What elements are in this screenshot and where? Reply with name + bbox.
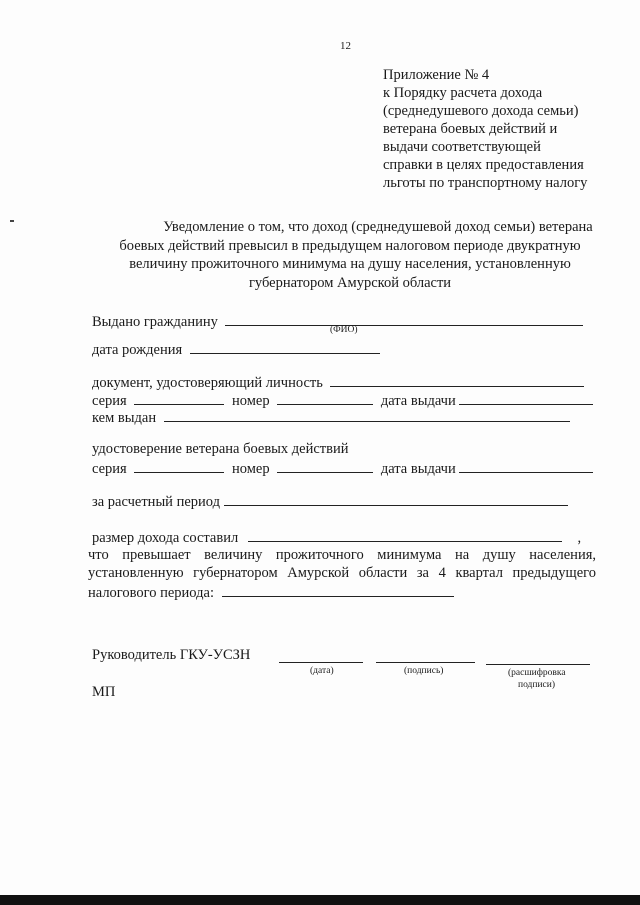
series-label: серия — [92, 461, 127, 477]
head-title: Руководитель ГКУ-УСЗН — [92, 647, 251, 663]
decode-caption: (расшифровка — [508, 668, 566, 678]
issued-to-label: Выдано гражданину — [92, 314, 218, 330]
id-document-field[interactable] — [330, 372, 584, 387]
annex-line: льготы по транспортному налогу — [383, 175, 588, 191]
veteran-series-row — [92, 458, 593, 478]
period-row — [92, 491, 568, 511]
id-issue-date-field[interactable] — [459, 390, 593, 405]
issue-date-label: дата выдачи — [380, 461, 456, 477]
title-line: губернатором Амурской области — [248, 274, 452, 291]
exceeds-line: установленную губернатором Амурской области за 4 квартал предыдущего — [88, 565, 596, 581]
annex-line: Приложение № 4 — [383, 67, 490, 83]
income-comma: , — [577, 530, 582, 546]
decode-caption-2: подписи) — [518, 680, 556, 690]
series-label: серия — [92, 393, 127, 409]
birth-date-row — [92, 339, 380, 359]
fio-caption: (ФИО) — [330, 325, 358, 335]
scan-mark — [10, 220, 14, 222]
annex-line: (среднедушевого дохода семьи) — [383, 103, 579, 119]
annex-line: ветерана боевых действий и — [383, 121, 558, 137]
annex-line: к Порядку расчета дохода — [383, 85, 543, 101]
title-line: боевых действий превысил в предыдущем налоговом периоде двукратную — [119, 237, 581, 254]
birth-date-label: дата рождения — [92, 342, 183, 358]
number-label: номер — [231, 461, 270, 477]
signature-decode-field[interactable] — [486, 664, 590, 665]
period-label: за расчетный период — [92, 494, 220, 510]
exceeds-line: что превышает величину прожиточного минимума на душу населения, — [88, 547, 596, 563]
document-title — [60, 218, 640, 292]
title-line: величину прожиточного минимума на душу населения, установленную — [129, 256, 571, 272]
signature-sign-field[interactable] — [376, 662, 475, 663]
issued-by-label: кем выдан — [92, 410, 157, 426]
issued-by-field[interactable] — [164, 407, 570, 422]
sign-caption: (подпись) — [404, 666, 444, 676]
date-caption: (дата) — [310, 666, 334, 676]
minimum-value-field[interactable] — [222, 582, 454, 597]
annex-block — [383, 66, 587, 192]
veteran-number-field[interactable] — [277, 458, 373, 473]
annex-line: выдачи соответствующей — [383, 139, 541, 155]
veteran-certificate-label: удостоверение ветерана боевых действий — [92, 441, 349, 457]
issued-by-row — [92, 407, 570, 427]
birth-date-field[interactable] — [190, 339, 380, 354]
annex-line: справки в целях предоставления — [383, 157, 584, 173]
id-series-field[interactable] — [134, 390, 224, 405]
number-label: номер — [231, 393, 270, 409]
period-field[interactable] — [224, 491, 568, 506]
exceeds-paragraph — [88, 546, 596, 602]
id-document-row — [92, 372, 584, 392]
stamp-place: МП — [92, 684, 116, 700]
id-number-field[interactable] — [277, 390, 373, 405]
income-label: размер дохода составил — [92, 530, 239, 546]
signature-date-field[interactable] — [279, 662, 363, 663]
exceeds-line-last — [88, 582, 596, 602]
income-field[interactable] — [248, 527, 562, 542]
fio-field[interactable] — [225, 311, 583, 326]
income-row — [92, 527, 581, 547]
exceeds-line-text: налогового периода: — [88, 585, 214, 601]
id-document-label: документ, удостоверяющий личность — [92, 375, 323, 391]
veteran-issue-date-field[interactable] — [459, 458, 593, 473]
issue-date-label: дата выдачи — [380, 393, 456, 409]
title-line: Уведомление о том, что доход (среднедушевой доход семьи) ветерана — [163, 219, 593, 235]
veteran-series-field[interactable] — [134, 458, 224, 473]
scan-bottom-edge — [0, 895, 640, 905]
page-number: 12 — [340, 40, 351, 52]
